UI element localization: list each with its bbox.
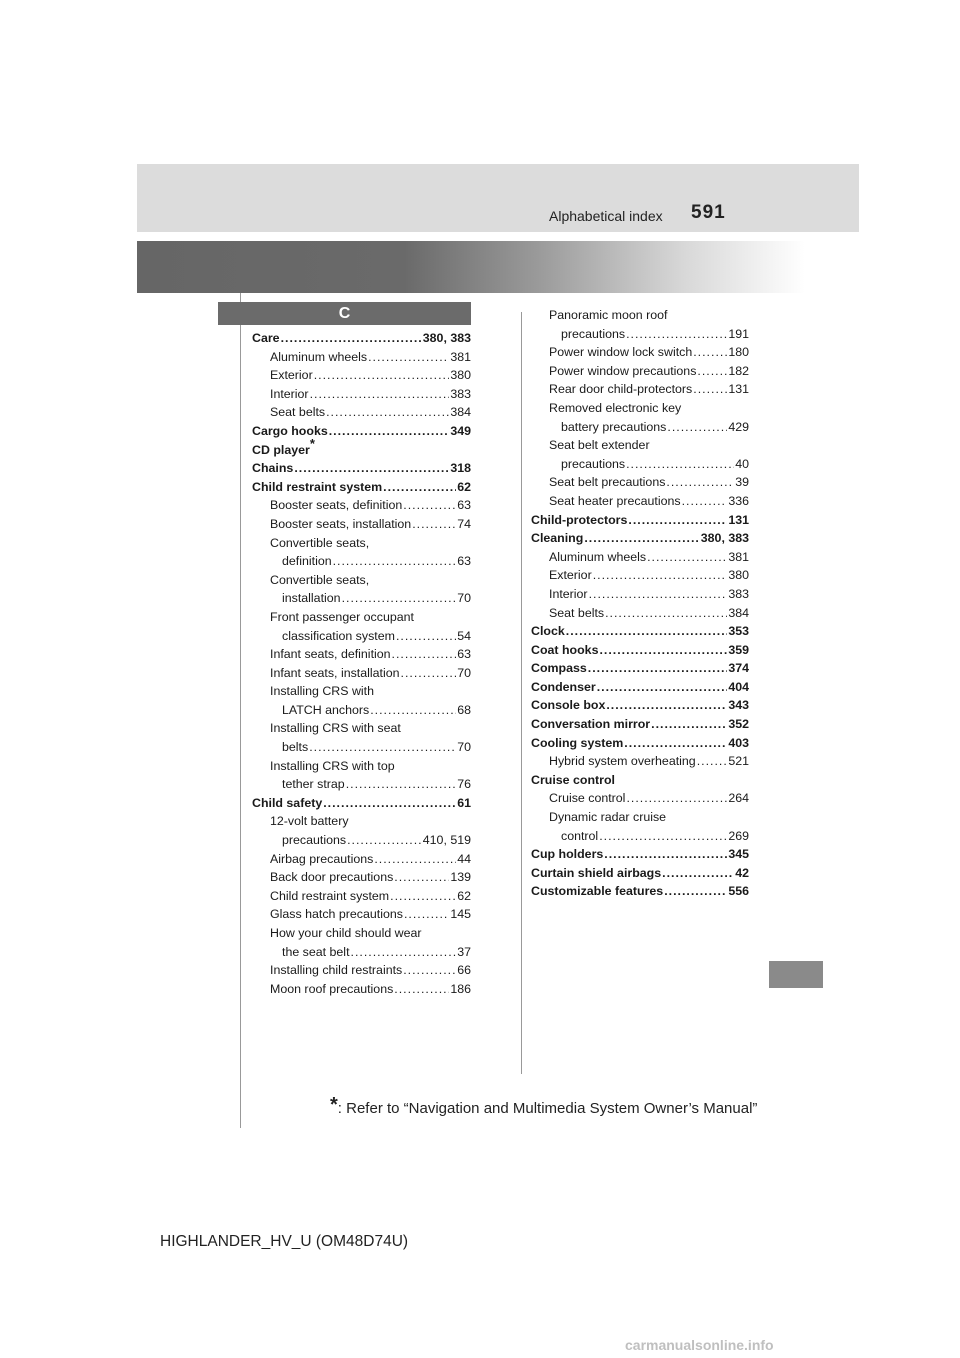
index-entry — [531, 529, 749, 548]
index-column-left — [252, 329, 471, 998]
index-entry — [531, 789, 749, 808]
index-entry-pages: 383 — [728, 586, 749, 601]
index-entry-pages: 269 — [728, 828, 749, 843]
index-entry — [252, 868, 471, 887]
index-entry-pages: 66 — [457, 963, 471, 978]
index-entry-term: precautions — [561, 456, 626, 471]
dot-leader — [403, 496, 456, 515]
dot-leader — [605, 604, 727, 623]
index-entry-pages: 353 — [728, 624, 749, 639]
index-entry-pages: 62 — [457, 888, 471, 903]
index-entry — [531, 362, 749, 381]
index-entry — [252, 403, 471, 422]
dot-leader — [392, 645, 457, 664]
index-entry-term: Booster seats, installation — [270, 516, 412, 531]
index-entry-pages: 404 — [728, 679, 749, 694]
index-entry-term: Seat belts — [549, 605, 605, 620]
index-entry-pages: 39 — [735, 475, 749, 490]
dot-leader — [693, 380, 727, 399]
index-entry-pages: 380 — [450, 368, 471, 383]
index-entry-heading: Installing CRS with top — [270, 758, 395, 773]
index-entry — [252, 385, 471, 404]
index-entry — [531, 473, 749, 492]
dot-leader — [390, 887, 456, 906]
dot-leader — [664, 882, 727, 901]
index-entry-pages: 63 — [457, 554, 471, 569]
index-entry-heading: Dynamic radar cruise — [549, 810, 667, 825]
index-entry-term: Glass hatch precautions — [270, 907, 403, 922]
index-entry — [252, 738, 471, 757]
column-divider — [521, 312, 522, 1074]
index-entry-term: classification system — [282, 628, 395, 643]
index-entry — [531, 659, 749, 678]
index-entry-pages: 70 — [457, 665, 471, 680]
dot-leader — [401, 664, 457, 683]
index-entry-pages: 381 — [728, 549, 749, 564]
index-entry-term: Child restraint system — [270, 888, 390, 903]
dot-leader — [326, 403, 449, 422]
index-entry — [252, 850, 471, 869]
index-entry-term: Customizable features — [531, 884, 664, 899]
dot-leader — [606, 696, 727, 715]
index-entry-heading: Convertible seats, — [270, 572, 370, 587]
index-entry-term: tether strap — [282, 777, 345, 792]
index-entry — [531, 752, 749, 771]
index-entry-pages: 380, 383 — [422, 331, 471, 345]
index-entry-term: installation — [282, 591, 341, 606]
index-entry-term: Airbag precautions — [270, 851, 374, 866]
index-entry-term: Interior — [270, 386, 309, 401]
index-entry-pages: 54 — [457, 628, 471, 643]
index-entry — [252, 435, 471, 460]
index-entry-term: Power window precautions — [549, 363, 697, 378]
index-entry — [531, 455, 749, 474]
index-entry — [531, 548, 749, 567]
page-number: 591 — [691, 202, 726, 223]
dot-leader — [566, 622, 728, 641]
index-entry-term: Booster seats, definition — [270, 498, 403, 513]
dot-leader — [662, 864, 734, 883]
dot-leader — [351, 943, 457, 962]
index-entry-term: Rear door child-protectors — [549, 382, 693, 397]
index-entry-pages: 521 — [728, 754, 749, 769]
index-entry-pages: 381 — [450, 349, 471, 364]
index-entry-pages: 345 — [728, 847, 749, 862]
dot-leader — [697, 752, 728, 771]
index-entry-term: precautions — [561, 326, 626, 341]
index-entry — [531, 492, 749, 511]
index-entry-pages: 182 — [728, 363, 749, 378]
dot-leader — [697, 362, 727, 381]
dot-leader — [323, 794, 456, 813]
index-entry-pages: 383 — [450, 386, 471, 401]
index-entry-pages: 68 — [457, 702, 471, 717]
index-entry-term: Hybrid system overheating — [549, 754, 696, 769]
index-entry-pages: 37 — [457, 944, 471, 959]
dot-leader — [396, 627, 456, 646]
footnote-text: : Refer to “Navigation and Multimedia System Owner’s Manual” — [337, 1100, 758, 1117]
index-entry-heading: Panoramic moon roof — [549, 308, 668, 322]
index-entry-term: Infant seats, installation — [270, 665, 400, 680]
dot-leader — [370, 701, 456, 720]
index-entry — [531, 380, 749, 399]
index-entry — [252, 664, 471, 683]
index-entry-pages: 352 — [728, 717, 749, 732]
index-entry-heading: Installing CRS with — [270, 684, 374, 699]
index-entry-heading: Installing CRS with seat — [270, 721, 401, 736]
decorative-gradient-band — [137, 241, 805, 293]
index-entry — [531, 325, 749, 344]
index-entry-term: Seat belts — [270, 405, 326, 420]
dot-leader — [310, 385, 450, 404]
index-entry-pages: 191 — [728, 326, 749, 341]
index-entry-pages: 384 — [450, 405, 471, 420]
index-letter-heading: C — [218, 302, 471, 325]
index-entry-term: Exterior — [549, 568, 592, 583]
index-entry-term: Child-protectors — [531, 512, 628, 527]
index-entry-term: LATCH anchors — [282, 702, 370, 717]
dot-leader — [314, 366, 450, 385]
index-entry — [252, 366, 471, 385]
index-entry-heading: 12-volt battery — [270, 814, 349, 829]
index-entry-pages: 343 — [728, 698, 749, 713]
index-entry — [252, 645, 471, 664]
index-entry-pages: 70 — [457, 591, 471, 606]
dot-leader — [281, 329, 422, 348]
index-entry-term: Seat heater precautions — [549, 493, 681, 508]
dot-leader — [626, 325, 727, 344]
index-entry-term: definition — [282, 554, 332, 569]
index-entry-pages: 336 — [728, 493, 749, 508]
dot-leader — [294, 459, 449, 478]
index-entry-term: Aluminum wheels — [270, 349, 368, 364]
dot-leader — [394, 980, 449, 999]
dot-leader — [412, 515, 456, 534]
document-id: HIGHLANDER_HV_U (OM48D74U) — [160, 1233, 409, 1250]
index-entry-term: control — [561, 828, 599, 843]
left-vertical-rule — [240, 293, 241, 1128]
dot-leader — [647, 548, 727, 567]
index-entry — [252, 905, 471, 924]
index-entry — [252, 515, 471, 534]
index-entry-pages: 76 — [457, 777, 471, 792]
index-entry-heading: Cruise control — [531, 772, 615, 787]
footnote-star: * — [330, 1094, 338, 1116]
dot-leader — [342, 589, 457, 608]
dot-leader — [383, 478, 456, 497]
footnote — [330, 1094, 757, 1117]
index-entry-heading: Removed electronic key — [549, 400, 682, 415]
index-entry — [252, 980, 471, 999]
index-entry-term: Conversation mirror — [531, 717, 651, 732]
index-entry — [531, 678, 749, 697]
index-entry-heading: Seat belt extender — [549, 438, 650, 453]
footnote-marker: * — [309, 435, 315, 451]
dot-leader — [682, 492, 728, 511]
dot-leader — [624, 734, 727, 753]
index-entry-pages: 403 — [728, 735, 749, 750]
dot-leader — [347, 831, 422, 850]
index-entry-term: Clock — [531, 624, 565, 639]
dot-leader — [588, 659, 728, 678]
index-entry-pages: 374 — [728, 661, 749, 676]
dot-leader — [346, 775, 457, 794]
index-entry-pages: 145 — [450, 907, 471, 922]
index-entry-pages: 380 — [728, 568, 749, 583]
index-entry-term: Seat belt precautions — [549, 475, 666, 490]
index-entry — [252, 794, 471, 813]
index-entry-pages: 62 — [457, 479, 471, 494]
dot-leader — [589, 585, 728, 604]
index-entry-heading: Convertible seats, — [270, 535, 370, 550]
section-title: Alphabetical index — [549, 208, 663, 224]
index-entry-pages: 180 — [728, 345, 749, 360]
index-entry-pages: 429 — [728, 419, 749, 434]
index-entry-pages: 131 — [728, 382, 749, 397]
index-entry — [252, 496, 471, 515]
index-entry — [531, 864, 749, 883]
dot-leader — [599, 641, 727, 660]
chapter-side-tab — [769, 961, 823, 988]
index-entry-term: Coat hooks — [531, 642, 599, 657]
index-entry-term: Care — [252, 331, 280, 345]
index-entry — [531, 418, 749, 437]
index-entry — [531, 882, 749, 901]
index-entry-term: Console box — [531, 698, 606, 713]
index-entry-pages: 44 — [457, 851, 471, 866]
index-entry — [531, 641, 749, 660]
index-entry — [531, 604, 749, 623]
dot-leader — [329, 422, 450, 441]
dot-leader — [604, 845, 727, 864]
index-entry-pages: 186 — [450, 981, 471, 996]
index-entry — [252, 627, 471, 646]
index-entry — [252, 459, 471, 478]
index-entry — [252, 348, 471, 367]
index-entry-pages: 74 — [457, 516, 471, 531]
index-entry-pages: 63 — [457, 498, 471, 513]
index-entry-term: CD player — [252, 442, 310, 457]
dot-leader — [368, 348, 449, 367]
index-entry-term: belts — [282, 740, 309, 755]
index-entry-pages: 349 — [450, 423, 471, 438]
index-entry-pages: 384 — [728, 605, 749, 620]
index-entry — [531, 696, 749, 715]
index-entry — [531, 585, 749, 604]
index-entry-term: Compass — [531, 661, 587, 676]
index-entry-term: precautions — [282, 833, 347, 848]
dot-leader — [599, 827, 727, 846]
dot-leader — [403, 961, 456, 980]
index-entry — [252, 943, 471, 962]
index-entry-pages: 40 — [735, 456, 749, 471]
dot-leader — [626, 455, 734, 474]
dot-leader — [584, 529, 699, 548]
index-entry-term: Interior — [549, 586, 588, 601]
index-entry — [252, 887, 471, 906]
index-entry-term: Moon roof precautions — [270, 981, 394, 996]
index-entry-pages: 556 — [728, 884, 749, 899]
dot-leader — [404, 905, 449, 924]
index-entry — [252, 701, 471, 720]
dot-leader — [597, 678, 728, 697]
index-entry-term: Cruise control — [549, 791, 626, 806]
index-entry-pages: 264 — [728, 791, 749, 806]
page-header-bar — [137, 164, 859, 232]
index-entry-term: Condenser — [531, 679, 596, 694]
index-entry-term: Child restraint system — [252, 479, 383, 494]
dot-leader — [374, 850, 456, 869]
index-entry-heading: Front passenger occupant — [270, 609, 414, 624]
index-entry-pages: 410, 519 — [422, 833, 471, 848]
index-entry-term: Cargo hooks — [252, 423, 328, 438]
index-entry-pages: 318 — [450, 461, 471, 476]
watermark: carmanualsonline.info — [625, 1337, 774, 1353]
index-column-right — [531, 306, 749, 901]
index-entry — [252, 478, 471, 497]
dot-leader — [394, 868, 449, 887]
index-entry-term: Infant seats, definition — [270, 647, 391, 662]
dot-leader — [333, 552, 457, 571]
dot-leader — [651, 715, 727, 734]
dot-leader — [667, 418, 727, 437]
index-entry — [252, 831, 471, 850]
index-entry-pages: 61 — [457, 795, 471, 810]
index-entry — [531, 734, 749, 753]
index-entry — [531, 622, 749, 641]
index-entry-term: Cooling system — [531, 735, 624, 750]
index-entry — [531, 845, 749, 864]
index-entry-term: Installing child restraints — [270, 963, 403, 978]
index-entry — [531, 715, 749, 734]
dot-leader — [666, 473, 734, 492]
dot-leader — [626, 789, 727, 808]
index-entry-term: Cleaning — [531, 531, 584, 546]
index-entry-term: battery precautions — [561, 419, 667, 434]
index-entry-heading: How your child should wear — [270, 926, 422, 940]
index-entry — [531, 511, 749, 530]
dot-leader — [309, 738, 456, 757]
index-entry-pages: 139 — [450, 870, 471, 885]
index-entry — [252, 422, 471, 441]
index-entry-term: Child safety — [252, 795, 323, 810]
index-entry — [252, 329, 471, 348]
index-entry-term: Cup holders — [531, 847, 604, 862]
index-entry-pages: 70 — [457, 740, 471, 755]
index-entry-term: Aluminum wheels — [549, 549, 647, 564]
index-entry — [531, 566, 749, 585]
dot-leader — [593, 566, 728, 585]
index-entry — [531, 827, 749, 846]
index-entry — [531, 343, 749, 362]
index-entry-term: the seat belt — [282, 944, 350, 959]
index-entry-pages: 63 — [457, 647, 471, 662]
index-entry — [252, 589, 471, 608]
index-entry — [252, 775, 471, 794]
index-entry-term: Curtain shield airbags — [531, 865, 662, 880]
index-entry-term: Back door precautions — [270, 870, 394, 885]
index-entry-term: Chains — [252, 461, 294, 476]
index-entry-pages: 380, 383 — [700, 531, 749, 546]
index-entry-pages: 359 — [728, 642, 749, 657]
index-entry-term: Power window lock switch — [549, 345, 693, 360]
dot-leader — [628, 511, 727, 530]
index-entry — [252, 961, 471, 980]
dot-leader — [693, 343, 727, 362]
index-entry-term: Exterior — [270, 368, 313, 383]
index-entry-pages: 42 — [735, 865, 749, 880]
index-entry-pages: 131 — [728, 512, 749, 527]
index-entry — [252, 552, 471, 571]
